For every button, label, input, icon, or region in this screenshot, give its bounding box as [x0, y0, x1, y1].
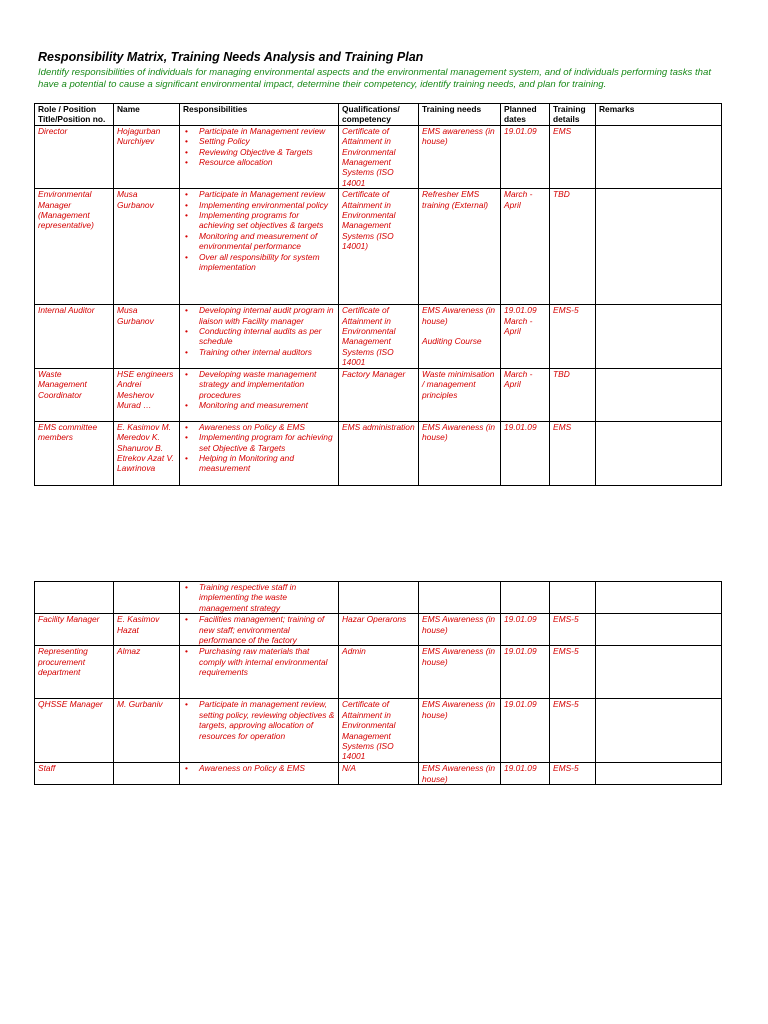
cell-planned-dates: March - April — [501, 189, 550, 305]
cell-name: HSE engineers Andrei Mesherov Murad … — [114, 368, 180, 421]
cell-remarks — [596, 614, 722, 646]
cell-training-needs: EMS Awareness (in house) — [419, 614, 501, 646]
cell-qualifications: Certificate of Attainment in Environmental Management Systems (ISO 14001 — [339, 699, 419, 763]
cell-name: Musa Gurbanov — [114, 305, 180, 368]
table-row — [35, 582, 722, 614]
table-header-row — [35, 104, 722, 126]
training-need-text: EMS Awareness (in house) — [422, 305, 496, 326]
list-item: • Monitoring and measurement of environmental performance — [199, 231, 335, 252]
cell-training-details: EMS-5 — [550, 614, 596, 646]
cell-remarks — [596, 699, 722, 763]
cell-responsibilities — [180, 368, 339, 421]
cell-planned-dates: 19.01.09 — [501, 763, 550, 785]
list-item: • Awareness on Policy & EMS — [199, 763, 335, 773]
cell-qualifications: Certificate of Attainment in Environmental Management Systems (ISO 14001 — [339, 305, 419, 368]
cell-responsibilities — [180, 614, 339, 646]
header-qualifications: Qualifications/ competency — [339, 104, 419, 126]
cell-responsibilities — [180, 699, 339, 763]
cell-role: Internal Auditor — [35, 305, 114, 368]
document-intro: Identify responsibilities of individuals for managing environmental aspects and the environmental management system, and of individuals performing tasks that have a potential to cause a significant environmental impact, determine their competency, identify training needs, and plan for training. — [38, 67, 711, 90]
list-item: • Reviewing Objective & Targets — [199, 147, 335, 157]
cell-qualifications: Hazar Operarons — [339, 614, 419, 646]
list-item: • Awareness on Policy & EMS — [199, 422, 335, 432]
cell-remarks — [596, 305, 722, 368]
cell-training-details: EMS-5 — [550, 646, 596, 699]
list-item: • Conducting internal audits as per schedule — [199, 326, 335, 347]
cell-training-details: TBD — [550, 189, 596, 305]
cell-training-details: EMS-5 — [550, 763, 596, 785]
list-item: • Participate in Management review — [199, 126, 335, 136]
cell-remarks — [596, 189, 722, 305]
header-remarks: Remarks — [596, 104, 722, 126]
responsibility-matrix-table-continued — [34, 581, 722, 785]
cell-planned-dates: 19.01.09 — [501, 614, 550, 646]
cell-remarks — [596, 646, 722, 699]
table-row — [35, 646, 722, 699]
cell-training-details: EMS — [550, 125, 596, 188]
list-item: • Monitoring and measurement — [199, 400, 335, 410]
cell-qualifications: Factory Manager — [339, 368, 419, 421]
cell-role: Representing procurement department — [35, 646, 114, 699]
cell-planned-dates: 19.01.09 — [501, 421, 550, 485]
cell-planned-dates: 19.01.09 — [501, 125, 550, 188]
list-item: • Implementing environmental policy — [199, 200, 335, 210]
cell-qualifications: Certificate of Attainment in Environmental Management Systems (ISO 14001 — [339, 125, 419, 188]
list-item: • Participate in management review, setting policy, reviewing objectives & targets, approving allocation of resources for operation — [199, 699, 335, 741]
list-item: • Developing internal audit program in liaison with Facility manager — [199, 305, 335, 326]
cell-training-details: EMS-5 — [550, 305, 596, 368]
list-item: • Resource allocation — [199, 157, 335, 167]
cell-name: E. Kasimov Hazat — [114, 614, 180, 646]
cell-qualifications: Certificate of Attainment in Environmental Management Systems (ISO 14001) — [339, 189, 419, 305]
training-need-text: Auditing Course — [422, 336, 482, 347]
cell-role: Staff — [35, 763, 114, 785]
table-row — [35, 421, 722, 485]
cell-qualifications: EMS administration — [339, 421, 419, 485]
cell-training-needs — [419, 582, 501, 614]
cell-responsibilities — [180, 763, 339, 785]
cell-training-needs: EMS Awareness (in house) — [419, 421, 501, 485]
cell-training-needs: EMS awareness (in house) — [419, 125, 501, 188]
cell-training-needs — [419, 305, 501, 368]
list-item: • Developing waste management strategy and implementation procedures — [199, 369, 335, 400]
header-name: Name — [114, 104, 180, 126]
cell-training-details: TBD — [550, 368, 596, 421]
cell-training-needs: Refresher EMS training (External) — [419, 189, 501, 305]
cell-name: Almaz — [114, 646, 180, 699]
cell-remarks — [596, 125, 722, 188]
cell-name — [114, 763, 180, 785]
cell-responsibilities — [180, 646, 339, 699]
cell-responsibilities — [180, 582, 339, 614]
list-item: • Helping in Monitoring and measurement — [199, 453, 335, 474]
list-item: • Participate in Management review — [199, 189, 335, 199]
header-training-needs: Training needs — [419, 104, 501, 126]
list-item: • Over all responsibility for system implementation — [199, 252, 335, 273]
list-item: • Training respective staff in implementing the waste management strategy — [199, 582, 335, 613]
cell-qualifications: N/A — [339, 763, 419, 785]
cell-name — [114, 582, 180, 614]
list-item: • Facilities management; training of new staff; environmental performance of the factory — [199, 614, 335, 645]
cell-role: Director — [35, 125, 114, 188]
header-role: Role / Position Title/Position no. — [35, 104, 114, 126]
cell-remarks — [596, 368, 722, 421]
cell-role: Waste Management Coordinator — [35, 368, 114, 421]
cell-name: M. Gurbaniv — [114, 699, 180, 763]
cell-remarks — [596, 582, 722, 614]
document-title: Responsibility Matrix, Training Needs Analysis and Training Plan — [38, 50, 424, 64]
cell-role: Facility Manager — [35, 614, 114, 646]
cell-remarks — [596, 421, 722, 485]
cell-responsibilities — [180, 305, 339, 368]
cell-planned-dates — [501, 582, 550, 614]
table-row — [35, 699, 722, 763]
cell-name: E. Kasimov M. Meredov K. Shanurov B. Etrekov Azat V. Lawrinova — [114, 421, 180, 485]
cell-qualifications — [339, 582, 419, 614]
list-item: • Implementing program for achieving set Objective & Targets — [199, 432, 335, 453]
cell-name: Musa Gurbanov — [114, 189, 180, 305]
cell-training-needs: Waste minimisation / management principles — [419, 368, 501, 421]
cell-planned-dates: 19.01.09 March - April — [501, 305, 550, 368]
cell-name: Hojagurban Nurchiyev — [114, 125, 180, 188]
responsibility-matrix-table — [34, 103, 722, 486]
cell-qualifications: Admin — [339, 646, 419, 699]
cell-planned-dates: 19.01.09 — [501, 699, 550, 763]
cell-training-details: EMS — [550, 421, 596, 485]
cell-training-details: EMS-5 — [550, 699, 596, 763]
table-row — [35, 189, 722, 305]
cell-responsibilities — [180, 421, 339, 485]
table-row — [35, 305, 722, 368]
table-row — [35, 368, 722, 421]
table-row — [35, 614, 722, 646]
cell-responsibilities — [180, 125, 339, 188]
list-item: • Training other internal auditors — [199, 347, 335, 357]
cell-planned-dates: 19.01.09 — [501, 646, 550, 699]
cell-role: Environmental Manager (Management representative) — [35, 189, 114, 305]
header-responsibilities: Responsibilities — [180, 104, 339, 126]
table-row — [35, 125, 722, 188]
cell-responsibilities — [180, 189, 339, 305]
cell-planned-dates: March - April — [501, 368, 550, 421]
cell-training-needs: EMS Awareness (in house) — [419, 699, 501, 763]
cell-training-needs: EMS Awareness (in house) — [419, 763, 501, 785]
list-item: • Setting Policy — [199, 136, 335, 146]
cell-training-details — [550, 582, 596, 614]
cell-role — [35, 582, 114, 614]
list-item: • Implementing programs for achieving set objectives & targets — [199, 210, 335, 231]
header-planned-dates: Planned dates — [501, 104, 550, 126]
table-row — [35, 763, 722, 785]
list-item: • Purchasing raw materials that comply with internal environmental requirements — [199, 646, 335, 677]
header-training-details: Training details — [550, 104, 596, 126]
cell-training-needs: EMS Awareness (in house) — [419, 646, 501, 699]
cell-role: EMS committee members — [35, 421, 114, 485]
cell-remarks — [596, 763, 722, 785]
cell-role: QHSSE Manager — [35, 699, 114, 763]
